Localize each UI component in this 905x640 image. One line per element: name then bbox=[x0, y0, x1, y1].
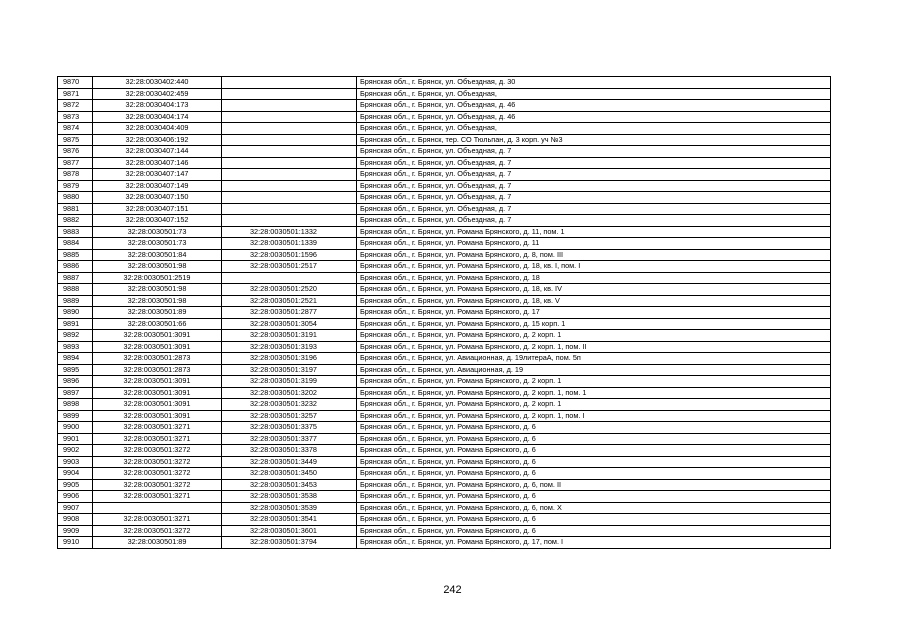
address-cell: Брянская обл., г. Брянск, ул. Романа Брянского, д. 2 корп. 1, пом. I bbox=[357, 410, 831, 422]
table-row bbox=[58, 422, 831, 434]
parcel-cadastral-number-cell: 32:28:0030404:173 bbox=[93, 100, 222, 112]
address-cell: Брянская обл., г. Брянск, ул. Романа Брянского, д. 2 корп. 1, пом. 1 bbox=[357, 387, 831, 399]
parcel-cadastral-number-cell: 32:28:0030402:459 bbox=[93, 88, 222, 100]
table-row bbox=[58, 364, 831, 376]
address-cell: Брянская обл., г. Брянск, ул. Объездная, д. 7 bbox=[357, 180, 831, 192]
parcel-cadastral-number-cell: 32:28:0030501:3271 bbox=[93, 514, 222, 526]
object-cadastral-number-cell: 32:28:0030501:3196 bbox=[222, 353, 357, 365]
object-cadastral-number-cell: 32:28:0030501:3375 bbox=[222, 422, 357, 434]
row-number-cell: 9887 bbox=[58, 272, 93, 284]
row-number-cell: 9872 bbox=[58, 100, 93, 112]
object-cadastral-number-cell: 32:28:0030501:1339 bbox=[222, 238, 357, 250]
table-row bbox=[58, 502, 831, 514]
address-cell: Брянская обл., г. Брянск, ул. Романа Брянского, д. 2 корп. 1 bbox=[357, 399, 831, 411]
object-cadastral-number-cell: 32:28:0030501:3257 bbox=[222, 410, 357, 422]
parcel-cadastral-number-cell: 32:28:0030501:3091 bbox=[93, 330, 222, 342]
parcel-cadastral-number-cell: 32:28:0030407:152 bbox=[93, 215, 222, 227]
parcel-cadastral-number-cell: 32:28:0030501:3091 bbox=[93, 341, 222, 353]
parcel-cadastral-number-cell: 32:28:0030501:3272 bbox=[93, 479, 222, 491]
object-cadastral-number-cell: 32:28:0030501:3541 bbox=[222, 514, 357, 526]
row-number-cell: 9905 bbox=[58, 479, 93, 491]
address-cell: Брянская обл., г. Брянск, ул. Объездная, д. 46 bbox=[357, 100, 831, 112]
address-cell: Брянская обл., г. Брянск, ул. Романа Брянского, д. 6 bbox=[357, 514, 831, 526]
parcel-cadastral-number-cell: 32:28:0030501:3271 bbox=[93, 491, 222, 503]
address-cell: Брянская обл., г. Брянск, ул. Романа Брянского, д. 2 корп. 1 bbox=[357, 376, 831, 388]
table-row bbox=[58, 249, 831, 261]
table-row bbox=[58, 456, 831, 468]
address-cell: Брянская обл., г. Брянск, ул. Объездная, д. 7 bbox=[357, 192, 831, 204]
page-number: 242 bbox=[443, 584, 462, 596]
row-number-cell: 9904 bbox=[58, 468, 93, 480]
row-number-cell: 9873 bbox=[58, 111, 93, 123]
object-cadastral-number-cell: 32:28:0030501:3539 bbox=[222, 502, 357, 514]
table-row bbox=[58, 525, 831, 537]
row-number-cell: 9884 bbox=[58, 238, 93, 250]
object-cadastral-number-cell: 32:28:0030501:3054 bbox=[222, 318, 357, 330]
table-row bbox=[58, 203, 831, 215]
table-row bbox=[58, 537, 831, 549]
row-number-cell: 9875 bbox=[58, 134, 93, 146]
address-cell: Брянская обл., г. Брянск, ул. Романа Брянского, д. 6, пом. Х bbox=[357, 502, 831, 514]
table-row bbox=[58, 330, 831, 342]
object-cadastral-number-cell bbox=[222, 111, 357, 123]
address-cell: Брянская обл., г. Брянск, ул. Объездная, д. 7 bbox=[357, 157, 831, 169]
object-cadastral-number-cell: 32:28:0030501:3450 bbox=[222, 468, 357, 480]
parcel-cadastral-number-cell: 32:28:0030501:3272 bbox=[93, 456, 222, 468]
table-row bbox=[58, 100, 831, 112]
row-number-cell: 9898 bbox=[58, 399, 93, 411]
table-row bbox=[58, 341, 831, 353]
object-cadastral-number-cell: 32:28:0030501:3378 bbox=[222, 445, 357, 457]
object-cadastral-number-cell bbox=[222, 192, 357, 204]
address-cell: Брянская обл., г. Брянск, ул. Авиационная, д. 19литераА, пом. 5п bbox=[357, 353, 831, 365]
address-cell: Брянская обл., г. Брянск, тер. СО Тюльпан, д. 3 корп. уч №3 bbox=[357, 134, 831, 146]
address-cell: Брянская обл., г. Брянск, ул. Романа Брянского, д. 18, кв. V bbox=[357, 295, 831, 307]
row-number-cell: 9876 bbox=[58, 146, 93, 158]
object-cadastral-number-cell: 32:28:0030501:1596 bbox=[222, 249, 357, 261]
parcel-cadastral-number-cell: 32:28:0030501:2873 bbox=[93, 364, 222, 376]
row-number-cell: 9878 bbox=[58, 169, 93, 181]
row-number-cell: 9883 bbox=[58, 226, 93, 238]
table-row bbox=[58, 215, 831, 227]
table-row bbox=[58, 433, 831, 445]
row-number-cell: 9893 bbox=[58, 341, 93, 353]
parcel-cadastral-number-cell: 32:28:0030402:440 bbox=[93, 77, 222, 89]
object-cadastral-number-cell bbox=[222, 100, 357, 112]
parcel-cadastral-number-cell: 32:28:0030407:144 bbox=[93, 146, 222, 158]
address-cell: Брянская обл., г. Брянск, ул. Романа Брянского, д. 6 bbox=[357, 525, 831, 537]
row-number-cell: 9886 bbox=[58, 261, 93, 273]
parcel-cadastral-number-cell: 32:28:0030501:98 bbox=[93, 295, 222, 307]
parcel-cadastral-number-cell: 32:28:0030501:3091 bbox=[93, 376, 222, 388]
row-number-cell: 9896 bbox=[58, 376, 93, 388]
parcel-cadastral-number-cell bbox=[93, 502, 222, 514]
parcel-cadastral-number-cell: 32:28:0030501:89 bbox=[93, 307, 222, 319]
row-number-cell: 9871 bbox=[58, 88, 93, 100]
address-cell: Брянская обл., г. Брянск, ул. Романа Брянского, д. 6 bbox=[357, 456, 831, 468]
address-cell: Брянская обл., г. Брянск, ул. Романа Брянского, д. 6 bbox=[357, 433, 831, 445]
object-cadastral-number-cell: 32:28:0030501:3449 bbox=[222, 456, 357, 468]
row-number-cell: 9899 bbox=[58, 410, 93, 422]
object-cadastral-number-cell: 32:28:0030501:3202 bbox=[222, 387, 357, 399]
object-cadastral-number-cell: 32:28:0030501:3794 bbox=[222, 537, 357, 549]
table-row bbox=[58, 238, 831, 250]
row-number-cell: 9888 bbox=[58, 284, 93, 296]
object-cadastral-number-cell: 32:28:0030501:3199 bbox=[222, 376, 357, 388]
address-cell: Брянская обл., г. Брянск, ул. Романа Брянского, д. 6 bbox=[357, 468, 831, 480]
address-cell: Брянская обл., г. Брянск, ул. Романа Брянского, д. 8, пом. III bbox=[357, 249, 831, 261]
parcel-cadastral-number-cell: 32:28:0030501:3272 bbox=[93, 525, 222, 537]
row-number-cell: 9909 bbox=[58, 525, 93, 537]
address-cell: Брянская обл., г. Брянск, ул. Объездная, д. 7 bbox=[357, 146, 831, 158]
object-cadastral-number-cell bbox=[222, 169, 357, 181]
row-number-cell: 9897 bbox=[58, 387, 93, 399]
parcel-cadastral-number-cell: 32:28:0030404:409 bbox=[93, 123, 222, 135]
address-cell: Брянская обл., г. Брянск, ул. Романа Брянского, д. 2 корп. 1, пом. II bbox=[357, 341, 831, 353]
parcel-cadastral-number-cell: 32:28:0030404:174 bbox=[93, 111, 222, 123]
row-number-cell: 9902 bbox=[58, 445, 93, 457]
table-row bbox=[58, 157, 831, 169]
row-number-cell: 9881 bbox=[58, 203, 93, 215]
parcel-cadastral-number-cell: 32:28:0030501:3272 bbox=[93, 445, 222, 457]
parcel-cadastral-number-cell: 32:28:0030501:3091 bbox=[93, 387, 222, 399]
parcel-cadastral-number-cell: 32:28:0030501:3272 bbox=[93, 468, 222, 480]
document-sheet bbox=[57, 76, 831, 549]
parcel-cadastral-number-cell: 32:28:0030501:73 bbox=[93, 238, 222, 250]
address-cell: Брянская обл., г. Брянск, ул. Романа Брянского, д. 17 bbox=[357, 307, 831, 319]
row-number-cell: 9880 bbox=[58, 192, 93, 204]
parcel-cadastral-number-cell: 32:28:0030407:149 bbox=[93, 180, 222, 192]
parcel-cadastral-number-cell: 32:28:0030501:3271 bbox=[93, 433, 222, 445]
row-number-cell: 9910 bbox=[58, 537, 93, 549]
table-row bbox=[58, 410, 831, 422]
address-cell: Брянская обл., г. Брянск, ул. Романа Брянского, д. 15 корп. 1 bbox=[357, 318, 831, 330]
row-number-cell: 9874 bbox=[58, 123, 93, 135]
table-row bbox=[58, 399, 831, 411]
object-cadastral-number-cell: 32:28:0030501:3453 bbox=[222, 479, 357, 491]
object-cadastral-number-cell: 32:28:0030501:3232 bbox=[222, 399, 357, 411]
object-cadastral-number-cell: 32:28:0030501:3377 bbox=[222, 433, 357, 445]
row-number-cell: 9907 bbox=[58, 502, 93, 514]
object-cadastral-number-cell bbox=[222, 77, 357, 89]
object-cadastral-number-cell: 32:28:0030501:3193 bbox=[222, 341, 357, 353]
object-cadastral-number-cell bbox=[222, 215, 357, 227]
table-row bbox=[58, 295, 831, 307]
object-cadastral-number-cell bbox=[222, 88, 357, 100]
table-row bbox=[58, 376, 831, 388]
object-cadastral-number-cell: 32:28:0030501:2520 bbox=[222, 284, 357, 296]
table-row bbox=[58, 111, 831, 123]
table-row bbox=[58, 134, 831, 146]
row-number-cell: 9882 bbox=[58, 215, 93, 227]
row-number-cell: 9906 bbox=[58, 491, 93, 503]
address-cell: Брянская обл., г. Брянск, ул. Объездная, д. 46 bbox=[357, 111, 831, 123]
row-number-cell: 9885 bbox=[58, 249, 93, 261]
parcel-cadastral-number-cell: 32:28:0030501:3091 bbox=[93, 410, 222, 422]
address-cell: Брянская обл., г. Брянск, ул. Романа Брянского, д. 6 bbox=[357, 422, 831, 434]
parcel-cadastral-number-cell: 32:28:0030406:192 bbox=[93, 134, 222, 146]
address-cell: Брянская обл., г. Брянск, ул. Объездная, bbox=[357, 123, 831, 135]
object-cadastral-number-cell: 32:28:0030501:3197 bbox=[222, 364, 357, 376]
table-row bbox=[58, 307, 831, 319]
table-row bbox=[58, 284, 831, 296]
row-number-cell: 9877 bbox=[58, 157, 93, 169]
table-row bbox=[58, 88, 831, 100]
table-row bbox=[58, 387, 831, 399]
object-cadastral-number-cell: 32:28:0030501:3538 bbox=[222, 491, 357, 503]
address-cell: Брянская обл., г. Брянск, ул. Романа Брянского, д. 6, пом. II bbox=[357, 479, 831, 491]
object-cadastral-number-cell bbox=[222, 180, 357, 192]
row-number-cell: 9870 bbox=[58, 77, 93, 89]
table-row bbox=[58, 479, 831, 491]
object-cadastral-number-cell bbox=[222, 272, 357, 284]
address-cell: Брянская обл., г. Брянск, ул. Романа Брянского, д. 18 bbox=[357, 272, 831, 284]
object-cadastral-number-cell: 32:28:0030501:3601 bbox=[222, 525, 357, 537]
parcel-cadastral-number-cell: 32:28:0030501:3271 bbox=[93, 422, 222, 434]
table-row bbox=[58, 272, 831, 284]
row-number-cell: 9889 bbox=[58, 295, 93, 307]
address-cell: Брянская обл., г. Брянск, ул. Романа Брянского, д. 6 bbox=[357, 445, 831, 457]
parcel-cadastral-number-cell: 32:28:0030407:147 bbox=[93, 169, 222, 181]
table-body bbox=[58, 77, 831, 549]
row-number-cell: 9890 bbox=[58, 307, 93, 319]
address-cell: Брянская обл., г. Брянск, ул. Романа Брянского, д. 18, кв. IV bbox=[357, 284, 831, 296]
table-row bbox=[58, 261, 831, 273]
row-number-cell: 9895 bbox=[58, 364, 93, 376]
row-number-cell: 9901 bbox=[58, 433, 93, 445]
address-cell: Брянская обл., г. Брянск, ул. Романа Брянского, д. 6 bbox=[357, 491, 831, 503]
object-cadastral-number-cell bbox=[222, 157, 357, 169]
address-cell: Брянская обл., г. Брянск, ул. Романа Брянского, д. 11 bbox=[357, 238, 831, 250]
object-cadastral-number-cell: 32:28:0030501:2521 bbox=[222, 295, 357, 307]
parcel-cadastral-number-cell: 32:28:0030501:73 bbox=[93, 226, 222, 238]
object-cadastral-number-cell: 32:28:0030501:2517 bbox=[222, 261, 357, 273]
table-row bbox=[58, 318, 831, 330]
address-cell: Брянская обл., г. Брянск, ул. Объездная, д. 7 bbox=[357, 203, 831, 215]
table-row bbox=[58, 146, 831, 158]
row-number-cell: 9908 bbox=[58, 514, 93, 526]
parcel-cadastral-number-cell: 32:28:0030501:3091 bbox=[93, 399, 222, 411]
row-number-cell: 9891 bbox=[58, 318, 93, 330]
row-number-cell: 9879 bbox=[58, 180, 93, 192]
table-row bbox=[58, 169, 831, 181]
parcel-cadastral-number-cell: 32:28:0030501:98 bbox=[93, 284, 222, 296]
address-cell: Брянская обл., г. Брянск, ул. Романа Брянского, д. 11, пом. 1 bbox=[357, 226, 831, 238]
parcel-cadastral-number-cell: 32:28:0030501:89 bbox=[93, 537, 222, 549]
table-row bbox=[58, 491, 831, 503]
table-row bbox=[58, 123, 831, 135]
parcel-cadastral-number-cell: 32:28:0030501:66 bbox=[93, 318, 222, 330]
parcel-cadastral-number-cell: 32:28:0030407:151 bbox=[93, 203, 222, 215]
object-cadastral-number-cell: 32:28:0030501:3191 bbox=[222, 330, 357, 342]
row-number-cell: 9894 bbox=[58, 353, 93, 365]
address-cell: Брянская обл., г. Брянск, ул. Авиационная, д. 19 bbox=[357, 364, 831, 376]
table-row bbox=[58, 77, 831, 89]
parcel-cadastral-number-cell: 32:28:0030501:98 bbox=[93, 261, 222, 273]
table-row bbox=[58, 180, 831, 192]
row-number-cell: 9903 bbox=[58, 456, 93, 468]
address-cell: Брянская обл., г. Брянск, ул. Романа Брянского, д. 2 корп. 1 bbox=[357, 330, 831, 342]
object-cadastral-number-cell: 32:28:0030501:2877 bbox=[222, 307, 357, 319]
address-cell: Брянская обл., г. Брянск, ул. Объездная, bbox=[357, 88, 831, 100]
object-cadastral-number-cell: 32:28:0030501:1332 bbox=[222, 226, 357, 238]
table-row bbox=[58, 226, 831, 238]
address-cell: Брянская обл., г. Брянск, ул. Объездная, д. 7 bbox=[357, 215, 831, 227]
object-cadastral-number-cell bbox=[222, 134, 357, 146]
row-number-cell: 9900 bbox=[58, 422, 93, 434]
address-cell: Брянская обл., г. Брянск, ул. Объездная, д. 30 bbox=[357, 77, 831, 89]
table-row bbox=[58, 353, 831, 365]
parcel-cadastral-number-cell: 32:28:0030501:84 bbox=[93, 249, 222, 261]
object-cadastral-number-cell bbox=[222, 203, 357, 215]
address-cell: Брянская обл., г. Брянск, ул. Романа Брянского, д. 17, пом. I bbox=[357, 537, 831, 549]
address-cell: Брянская обл., г. Брянск, ул. Объездная, д. 7 bbox=[357, 169, 831, 181]
parcel-cadastral-number-cell: 32:28:0030501:2873 bbox=[93, 353, 222, 365]
address-cell: Брянская обл., г. Брянск, ул. Романа Брянского, д. 18, кв. I, пом. I bbox=[357, 261, 831, 273]
table-row bbox=[58, 514, 831, 526]
table-row bbox=[58, 192, 831, 204]
parcel-cadastral-number-cell: 32:28:0030407:146 bbox=[93, 157, 222, 169]
parcel-cadastral-number-cell: 32:28:0030407:150 bbox=[93, 192, 222, 204]
parcel-cadastral-number-cell: 32:28:0030501:2519 bbox=[93, 272, 222, 284]
row-number-cell: 9892 bbox=[58, 330, 93, 342]
table-row bbox=[58, 445, 831, 457]
cadastral-table bbox=[57, 76, 831, 549]
object-cadastral-number-cell bbox=[222, 123, 357, 135]
object-cadastral-number-cell bbox=[222, 146, 357, 158]
table-row bbox=[58, 468, 831, 480]
